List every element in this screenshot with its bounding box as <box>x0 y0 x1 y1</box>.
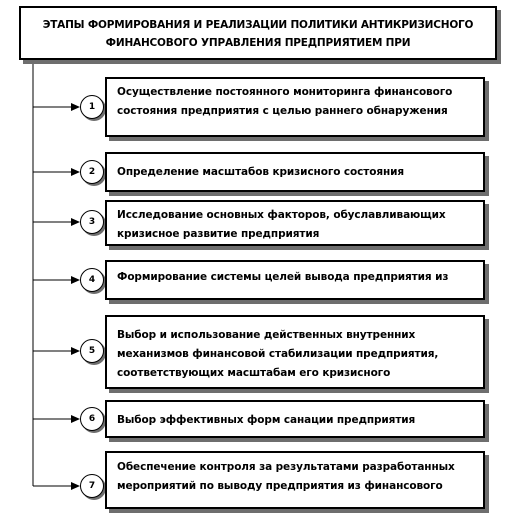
step-text-7: Обеспечение контроля за результатами разработанных мероприятий по выводу предприятия из финансового <box>117 461 455 492</box>
step-number-3: 3 <box>80 210 104 234</box>
step-box-5 <box>105 315 485 389</box>
arrowhead-2 <box>71 168 80 176</box>
arrowhead-1 <box>71 103 80 111</box>
arrowhead-7 <box>71 482 80 490</box>
step-text-4: Формирование системы целей вывода предприятия из <box>117 271 449 283</box>
step-box-1 <box>105 77 485 137</box>
step-text-2: Определение масштабов кризисного состояния <box>117 166 405 178</box>
diagram-title-box <box>19 6 497 60</box>
step-box-2 <box>105 152 485 192</box>
step-number-7: 7 <box>80 474 104 498</box>
step-number-6: 6 <box>80 407 104 431</box>
step-box-7 <box>105 451 485 509</box>
arrowhead-5 <box>71 347 80 355</box>
step-box-6 <box>105 400 485 438</box>
step-number-5: 5 <box>80 339 104 363</box>
step-box-3 <box>105 200 485 246</box>
step-text-3: Исследование основных факторов, обуславливающих кризисное развитие предприятия <box>117 209 446 240</box>
diagram-title: ЭТАПЫ ФОРМИРОВАНИЯ И РЕАЛИЗАЦИИ ПОЛИТИКИ АНТИКРИЗИСНОГО ФИНАНСОВОГО УПРАВЛЕНИЯ ПРЕДПРИЯТИЕМ ПРИ <box>42 19 474 49</box>
step-text-1: Осуществление постоянного мониторинга финансового состояния предприятия с целью раннего обнаружения <box>117 86 453 117</box>
step-text-6: Выбор эффективных форм санации предприятия <box>117 414 416 426</box>
step-number-4: 4 <box>80 268 104 292</box>
step-number-1: 1 <box>80 95 104 119</box>
step-box-4 <box>105 260 485 300</box>
step-number-2: 2 <box>80 160 104 184</box>
arrowhead-3 <box>71 218 80 226</box>
step-text-5: Выбор и использование действенных внутренних механизмов финансовой стабилизации предприятия, соответствующих масштабам его кризисного <box>117 329 439 379</box>
arrowhead-4 <box>71 276 80 284</box>
arrowhead-6 <box>71 415 80 423</box>
